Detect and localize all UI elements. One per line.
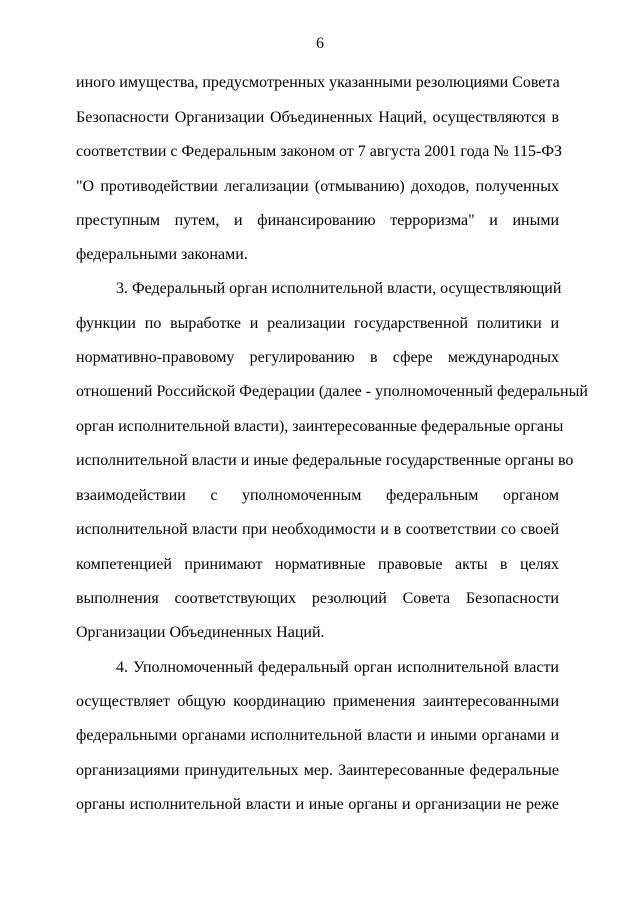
text-line: Организации Объединенных Наций.	[76, 624, 325, 641]
text-line: нормативно-правовому регулированию в сфере международных	[76, 349, 559, 366]
text-line: компетенцией принимают нормативные правовые акты в целях	[76, 556, 559, 573]
text-line: осуществляет общую координацию применения заинтересованными	[76, 693, 559, 710]
text-line: отношений Российской Федерации (далее - уполномоченный федеральный	[76, 383, 588, 400]
text-line: функции по выработке и реализации государственной политики и	[76, 315, 559, 332]
text-line: соответствии с Федеральным законом от 7 августа 2001 года № 115-ФЗ	[76, 143, 562, 160]
text-line: взаимодействии с уполномоченным федеральным органом	[76, 487, 559, 504]
text-line: организациями принудительных мер. Заинтересованные федеральные	[76, 762, 559, 779]
text-line: преступным путем, и финансированию терроризма" и иными	[76, 212, 559, 229]
text-line: федеральными органами исполнительной власти и иными органами и	[76, 727, 559, 744]
text-line: исполнительной власти и иные федеральные государственные органы во	[76, 452, 574, 469]
text-line: "О противодействии легализации (отмыванию) доходов, полученных	[76, 178, 559, 195]
text-line: Безопасности Организации Объединенных Наций, осуществляются в	[76, 109, 559, 126]
paragraph-3-first-line: 3. Федеральный орган исполнительной власти, осуществляющий	[116, 280, 562, 297]
paragraph-4-first-line: 4. Уполномоченный федеральный орган исполнительной власти	[116, 659, 559, 676]
text-line: выполнения соответствующих резолюций Совета Безопасности	[76, 590, 559, 607]
text-line: органы исполнительной власти и иные органы и организации не реже	[76, 796, 559, 813]
text-line: иного имущества, предусмотренных указанными резолюциями Совета	[76, 74, 560, 91]
text-line: федеральными законами.	[76, 246, 248, 263]
text-line: исполнительной власти при необходимости и в соответствии со своей	[76, 521, 559, 538]
page-number: 6	[316, 35, 324, 52]
text-line: орган исполнительной власти), заинтересованные федеральные органы	[76, 418, 564, 435]
